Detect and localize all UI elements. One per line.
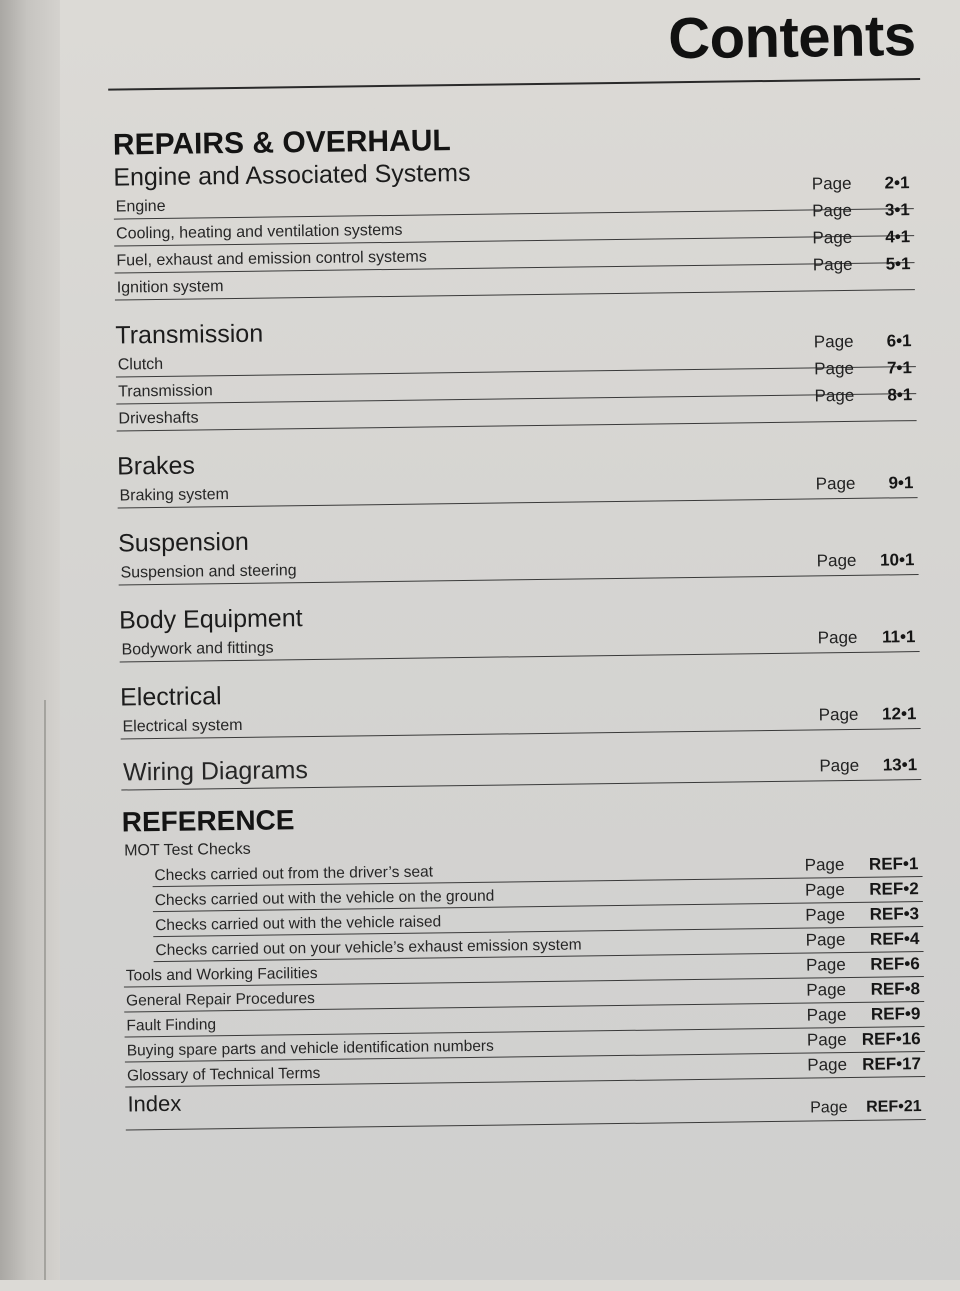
page-word: Page xyxy=(812,254,853,275)
title-rule xyxy=(108,78,920,91)
entry-label: Glossary of Technical Terms xyxy=(126,1064,321,1085)
page-word: Page xyxy=(807,1055,848,1075)
entry-label: Fuel, exhaust and emission control systems xyxy=(116,248,427,270)
entry-label: Braking system xyxy=(119,486,229,505)
section-brakes xyxy=(117,441,918,508)
page-word: Page xyxy=(806,1005,847,1025)
entry-label: Tools and Working Facilities xyxy=(125,964,318,985)
entry-label: Suspension and steering xyxy=(120,562,297,582)
page-word: Page xyxy=(818,704,859,725)
page-word: Page xyxy=(816,550,857,571)
entry-label: Ignition system xyxy=(116,278,224,297)
book-gutter xyxy=(0,0,60,1280)
contents-page xyxy=(99,0,936,1291)
section-electrical xyxy=(120,672,921,739)
entry-label: Index xyxy=(127,1090,182,1117)
entry-label: Checks carried out on your vehicle’s exhaust emission system xyxy=(155,936,582,960)
page-number: REF•9 xyxy=(870,1004,921,1024)
entry-label: Checks carried out with the vehicle on the ground xyxy=(154,887,495,910)
page-number: REF•6 xyxy=(870,954,920,974)
page-word: Page xyxy=(813,331,854,352)
page-number: 4•1 xyxy=(885,227,911,247)
page-word: Page xyxy=(812,200,852,221)
page-word: Page xyxy=(810,1099,848,1117)
page-word: Page xyxy=(814,385,855,406)
page-word: Page xyxy=(806,980,847,1000)
section-heading: Engine and Associated Systems xyxy=(113,158,471,192)
entry-label: Cooling, heating and ventilation systems xyxy=(115,221,403,243)
section-heading: Body Equipment xyxy=(118,604,303,635)
page-number: 8•1 xyxy=(887,385,913,405)
page-word: Page xyxy=(815,473,856,494)
mot-label: MOT Test Checks xyxy=(124,840,251,860)
page-number: REF•4 xyxy=(869,929,920,949)
page-word: Page xyxy=(805,955,846,975)
entry-label: General Repair Procedures xyxy=(126,990,315,1010)
page-word: Page xyxy=(804,880,845,900)
page-word: Page xyxy=(814,358,855,379)
page-number: REF•17 xyxy=(862,1054,922,1074)
page-word: Page xyxy=(806,1030,847,1050)
page-number: REF•16 xyxy=(861,1029,921,1049)
page-title: Contents xyxy=(667,3,916,72)
section-heading: Suspension xyxy=(117,527,249,558)
page-number: REF•3 xyxy=(869,904,920,924)
page-number: 12•1 xyxy=(881,704,917,724)
section-heading: Transmission xyxy=(115,319,264,350)
entry-label: Electrical system xyxy=(122,716,243,736)
toc-entry[interactable] xyxy=(121,749,921,790)
page-number: 5•1 xyxy=(885,254,911,274)
page-number: REF•21 xyxy=(866,1098,922,1116)
toc-entry-index[interactable] xyxy=(125,1081,925,1130)
entry-label: Transmission xyxy=(118,382,213,401)
page-number: REF•2 xyxy=(869,879,919,899)
entry-label: Checks carried out with the vehicle raised xyxy=(155,913,442,935)
page-word: Page xyxy=(804,855,845,875)
entry-label: Bodywork and fittings xyxy=(121,639,274,659)
section-heading: Electrical xyxy=(119,682,222,712)
section-heading: Brakes xyxy=(116,451,196,481)
page-number: 2•1 xyxy=(884,173,910,193)
reference-part xyxy=(122,796,926,1130)
entry-label: Buying spare parts and vehicle identification numbers xyxy=(126,1037,494,1060)
page-number: 10•1 xyxy=(879,550,915,570)
entry-label: Clutch xyxy=(117,355,164,374)
part-heading-repairs: REPAIRS & OVERHAUL xyxy=(112,124,451,162)
entry-label: Engine xyxy=(115,197,166,216)
page-word: Page xyxy=(819,755,860,776)
entry-label: Fault Finding xyxy=(126,1016,217,1035)
page-number: 3•1 xyxy=(884,200,910,220)
section-suspension xyxy=(118,518,919,585)
section-engine xyxy=(113,152,915,300)
page-word: Page xyxy=(812,227,853,248)
page-number: 9•1 xyxy=(888,473,914,493)
page-number: REF•8 xyxy=(870,979,921,999)
page-word: Page xyxy=(805,905,846,925)
part-heading-reference: REFERENCE xyxy=(121,804,295,838)
page-number: 11•1 xyxy=(881,627,916,647)
section-heading: Wiring Diagrams xyxy=(122,756,309,787)
section-wiring-diagrams xyxy=(121,749,921,790)
page-number: 6•1 xyxy=(886,331,912,351)
page-word: Page xyxy=(811,173,852,194)
entry-label: Driveshafts xyxy=(118,409,199,428)
page-number: 13•1 xyxy=(882,755,918,775)
section-transmission xyxy=(115,310,916,431)
entry-label: Checks carried out from the driver’s seat xyxy=(154,863,434,885)
page-word: Page xyxy=(817,627,858,648)
page-number: REF•1 xyxy=(868,854,919,874)
page-word: Page xyxy=(805,930,846,950)
toc-body xyxy=(113,118,926,1130)
page-number: 7•1 xyxy=(886,358,913,378)
section-body-equipment xyxy=(119,595,920,662)
